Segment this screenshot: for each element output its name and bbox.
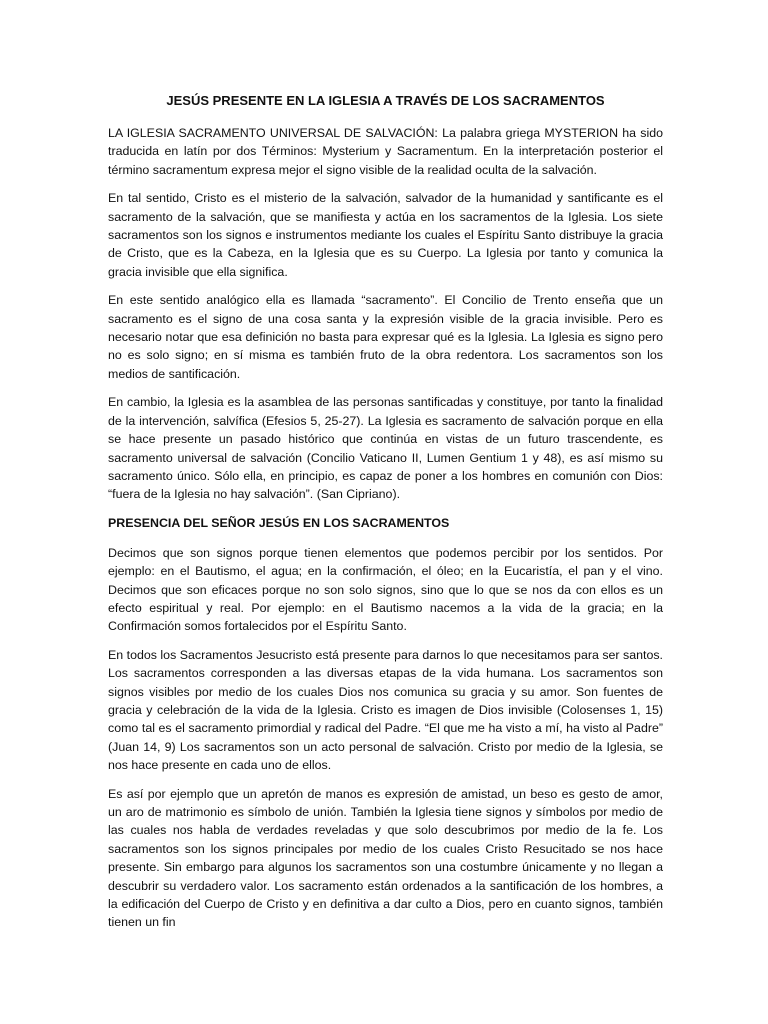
document-title: JESÚS PRESENTE EN LA IGLESIA A TRAVÉS DE LOS SACRAMENTOS [166,93,605,108]
section-paragraph-3: Es así por ejemplo que un apretón de manos es expresión de amistad, un beso es gesto de amor, un aro de matrimonio es símbolo de unión. También la Iglesia tiene signos y símbolos por medio de las cuales nos habla de verdades reveladas y que solo descubrimos por medio de la fe. Los sacramentos son los signos principales por medio de los cuales Cristo Resucitado se nos hace presente. Sin embargo para algunos los sacramentos son una costumbre únicamente y no llegan a descubrir su verdadero valor. Los sacramento están ordenados a la santificación de los hombres, a la edificación del Cuerpo de Cristo y en definitiva a dar culto a Dios, pero en cuanto signos, también tienen un fin [108,786,663,930]
section-heading: PRESENCIA DEL SEÑOR JESÚS EN LOS SACRAMENTOS [108,515,450,530]
section-paragraph-2: En todos los Sacramentos Jesucristo está presente para darnos lo que necesitamos para ser santos. Los sacramentos corresponden a las diversas etapas de la vida humana. Los sacramentos son signos visibles por medio de los cuales Dios nos comunica su gracia y su amor. Son fuentes de gracia y celebración de la vida de la Iglesia. Cristo es imagen de Dios invisible (Colosenses 1, 15) como tal es el sacramento primordial y radical del Padre. “El que me ha visto a mí, ha visto al Padre” (Juan 14, 9) Los sacramentos son un acto personal de salvación. Cristo por medio de la Iglesia, se nos hace presente en cada uno de ellos. [108,647,663,773]
paragraph-1: LA IGLESIA SACRAMENTO UNIVERSAL DE SALVACIÓN: La palabra griega MYSTERION ha sido traducida en latín por dos Términos: Mysterium y Sacramentum. En la interpretación posterior el término sacramentum expresa mejor el signo visible de la realidad oculta de la salvación. [108,126,663,177]
section-paragraph-1: Decimos que son signos porque tienen elementos que podemos percibir por los sentidos. Por ejemplo: en el Bautismo, el agua; en la confirmación, el óleo; en la Eucaristía, el pan y el vino. Decimos que son eficaces porque no son solo signos, sino que lo que se nos da con ellos es un efecto espiritual y real. Por ejemplo: en el Bautismo nacemos a la vida de la gracia; en la Confirmación somos fortalecidos por el Espíritu Santo. [108,545,663,634]
paragraph-3: En este sentido analógico ella es llamada “sacramento”. El Concilio de Trento enseña que un sacramento es el signo de una cosa santa y la expresión visible de la gracia invisible. Pero es necesario notar que esa definición no basta para expresar qué es la Iglesia. La Iglesia es signo pero no es solo signo; en sí misma es también fruto de la obra redentora. Los sacramentos son los medios de santificación. [108,293,663,381]
paragraph-2: En tal sentido, Cristo es el misterio de la salvación, salvador de la humanidad y santificante es el sacramento de la salvación, que se manifiesta y actúa en los sacramentos de la Iglesia. Los siete sacramentos son los signos e instrumentos mediante los cuales el Espíritu Santo distribuye la gracia de Cristo, que es la Cabeza, en la Iglesia que es su Cuerpo. La Iglesia por tanto y comunica la gracia invisible que ella significa. [108,191,663,279]
paragraph-4: En cambio, la Iglesia es la asamblea de las personas santificadas y constituye, por tanto la finalidad de la intervención, salvífica (Efesios 5, 25-27). La Iglesia es sacramento de salvación porque en ella se hace presente un pasado histórico que continúa en vistas de un futuro trascendente, es sacramento universal de salvación (Concilio Vaticano II, Lumen Gentium 1 y 48), es así mismo su sacramento único. Sólo ella, en principio, es capaz de poner a los hombres en comunión con Dios: “fuera de la Iglesia no hay salvación”. (San Cipriano). [108,395,663,502]
